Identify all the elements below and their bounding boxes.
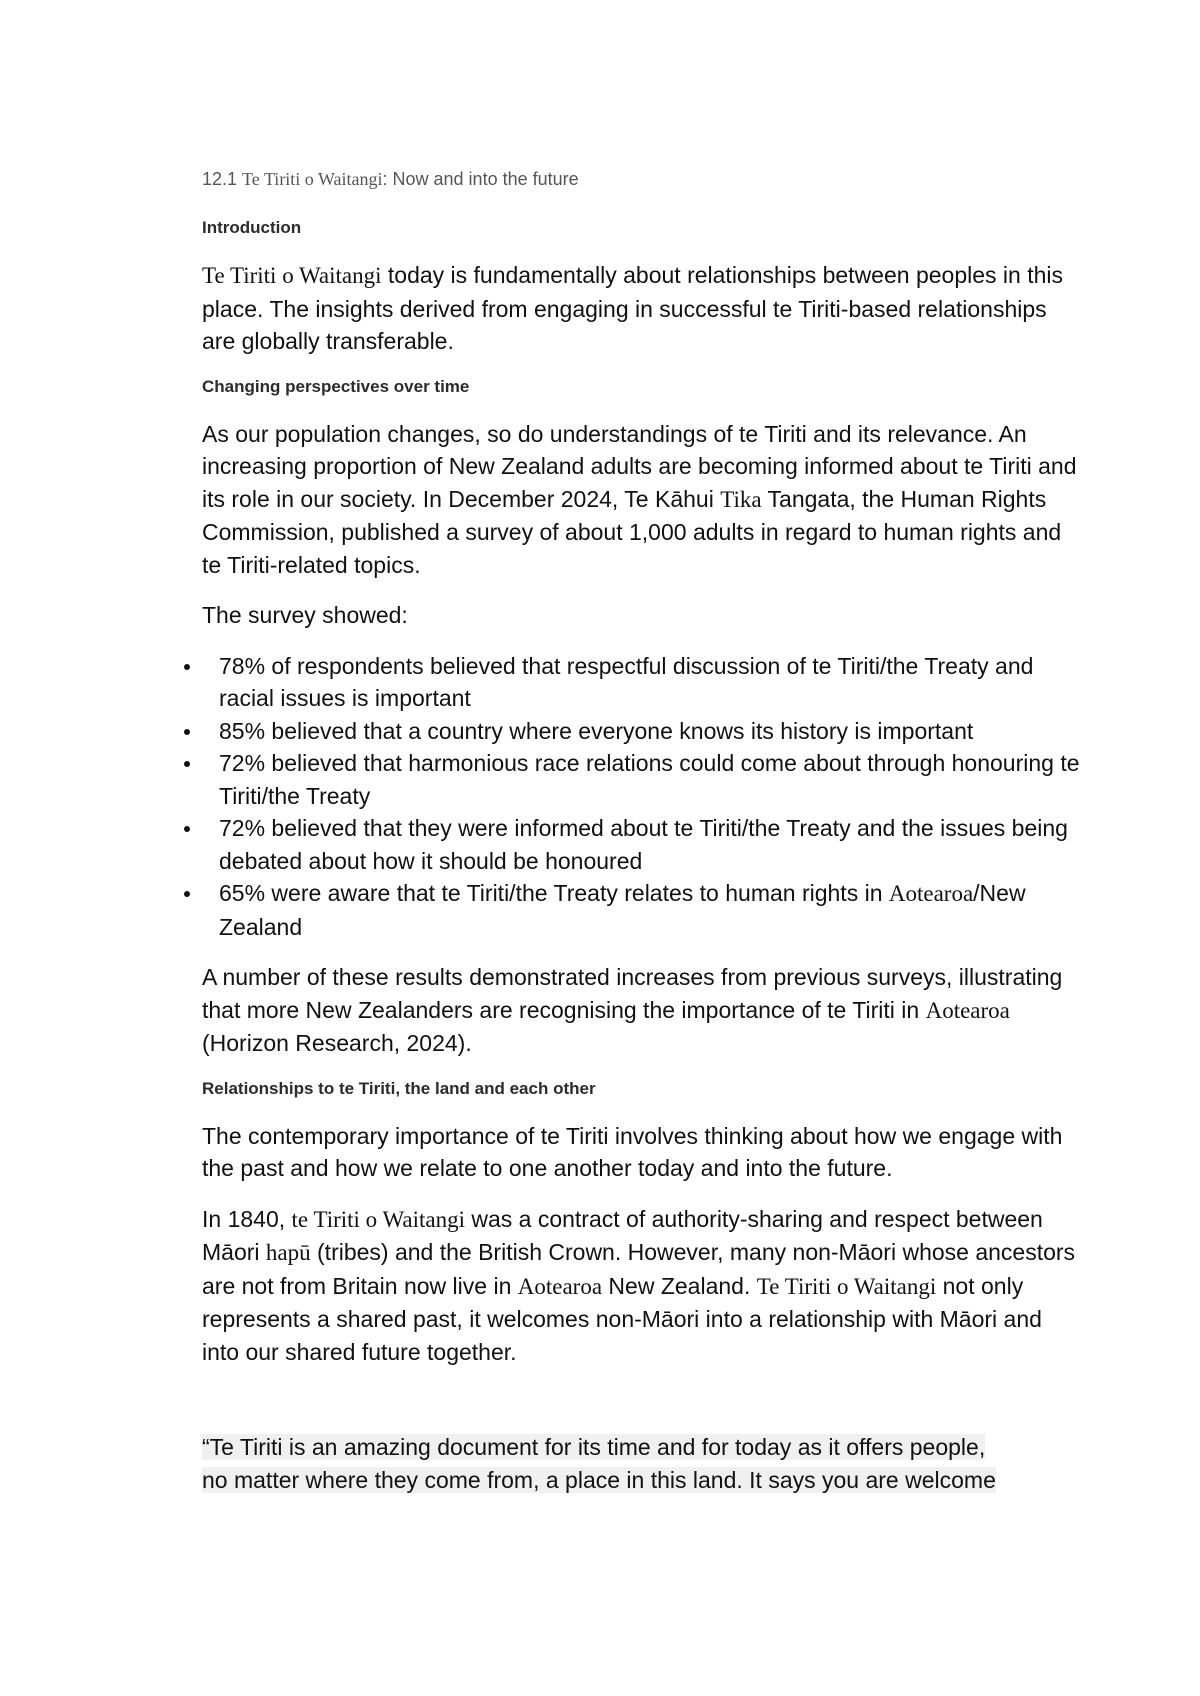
intro-text: today is fundamentally about relationships between peoples in this place. The insights derived from engaging in successful te Tiriti-based relationships are globally transferable. (202, 262, 1063, 354)
rel-treaty-name-2: Te Tiriti o Waitangi (756, 1273, 937, 1299)
bullet-icon (184, 891, 190, 897)
rel-text-b: was a contract of authority-sharing and respect between Māori (202, 1205, 1043, 1265)
changing-perspectives-paragraph (202, 418, 1082, 582)
title-treaty-name: Te Tiriti o Waitangi (242, 169, 383, 189)
list-item (202, 650, 1082, 715)
list-item-text-b: /New Zealand (219, 880, 1026, 940)
bullet-icon (184, 826, 190, 832)
document-title (202, 168, 1082, 190)
document-page (202, 168, 1082, 1496)
survey-results-paragraph (202, 961, 1082, 1060)
results-text-a: A number of these results demonstrated increases from previous surveys, illustrating that more New Zealanders are recognising the importance of te Tiriti in (202, 964, 1063, 1023)
list-item (202, 877, 1082, 943)
list-item (202, 747, 1082, 812)
intro-treaty-name: Te Tiriti o Waitangi (202, 263, 382, 288)
list-item (202, 812, 1082, 877)
list-item-text: 85% believed that a country where everyone knows its history is important (219, 717, 974, 744)
quote-line-1: “Te Tiriti is an amazing document for its time and for today as it offers people, (202, 1434, 986, 1460)
spacer (202, 1386, 1082, 1431)
bullet-icon (184, 664, 190, 670)
survey-results-list (202, 650, 1082, 944)
survey-intro: The survey showed: (202, 602, 408, 628)
changing-tika: Tika (720, 486, 762, 512)
rel-text-a: In 1840, (202, 1205, 292, 1232)
relationships-paragraph-1: The contemporary importance of te Tiriti involves thinking about how we engage with the past and how we relate to one another today and into the future. (202, 1122, 1063, 1181)
introduction-heading: Introduction (202, 218, 302, 237)
rel-text-d: New Zealand. (602, 1272, 757, 1299)
rel-text-c: (tribes) and the British Crown. However, many non-Māori whose ancestors are not from Britain now live in (202, 1239, 1076, 1299)
list-item (202, 715, 1082, 748)
changing-perspectives-heading: Changing perspectives over time (202, 376, 470, 396)
rel-treaty-name-1: te Tiriti o Waitangi (291, 1206, 465, 1232)
rel-place: Aotearoa (517, 1273, 603, 1299)
rel-text-e: not only represents a shared past, it welcomes non-Māori into a relationship with Māori and into our shared future together. (202, 1272, 1042, 1365)
changing-text-b: Tangata, the Human Rights Commission, published a survey of about 1,000 adults in regard to human rights and te Tiriti-related topics. (202, 485, 1062, 578)
quote-line-2: no matter where they come from, a place in this land. It says you are welcome (202, 1466, 996, 1493)
bullet-icon (184, 761, 190, 767)
rel-hapu: hapū (265, 1240, 311, 1265)
results-text-b: (Horizon Research, 2024). (202, 1030, 472, 1056)
list-item-text: 72% believed that they were informed about te Tiriti/the Treaty and the issues being debated about how it should be honoured (219, 815, 1068, 874)
relationships-paragraph-2 (202, 1203, 1082, 1369)
list-item-text-a: 65% were aware that te Tiriti/the Treaty relates to human rights in (219, 880, 889, 906)
results-place: Aotearoa (925, 997, 1010, 1023)
list-item-text: 72% believed that harmonious race relations could come about through honouring te Tiriti/the Treaty (219, 750, 1080, 809)
title-prefix: 12.1 (202, 169, 243, 189)
quote-block (202, 1431, 1082, 1496)
bullet-icon (184, 729, 190, 735)
changing-text-a: As our population changes, so do understandings of te Tiriti and its relevance. An increasing proportion of New Zealand adults are becoming informed about te Tiriti and its role in our society. In December 2024, Te Kāhui (202, 420, 1077, 512)
relationships-heading: Relationships to te Tiriti, the land and each other (202, 1078, 596, 1098)
introduction-paragraph (202, 259, 1082, 358)
list-item-text: 78% of respondents believed that respectful discussion of te Tiriti/the Treaty and racial issues is important (219, 652, 1034, 711)
title-suffix: : Now and into the future (382, 169, 579, 189)
list-item-place: Aotearoa (888, 881, 974, 906)
